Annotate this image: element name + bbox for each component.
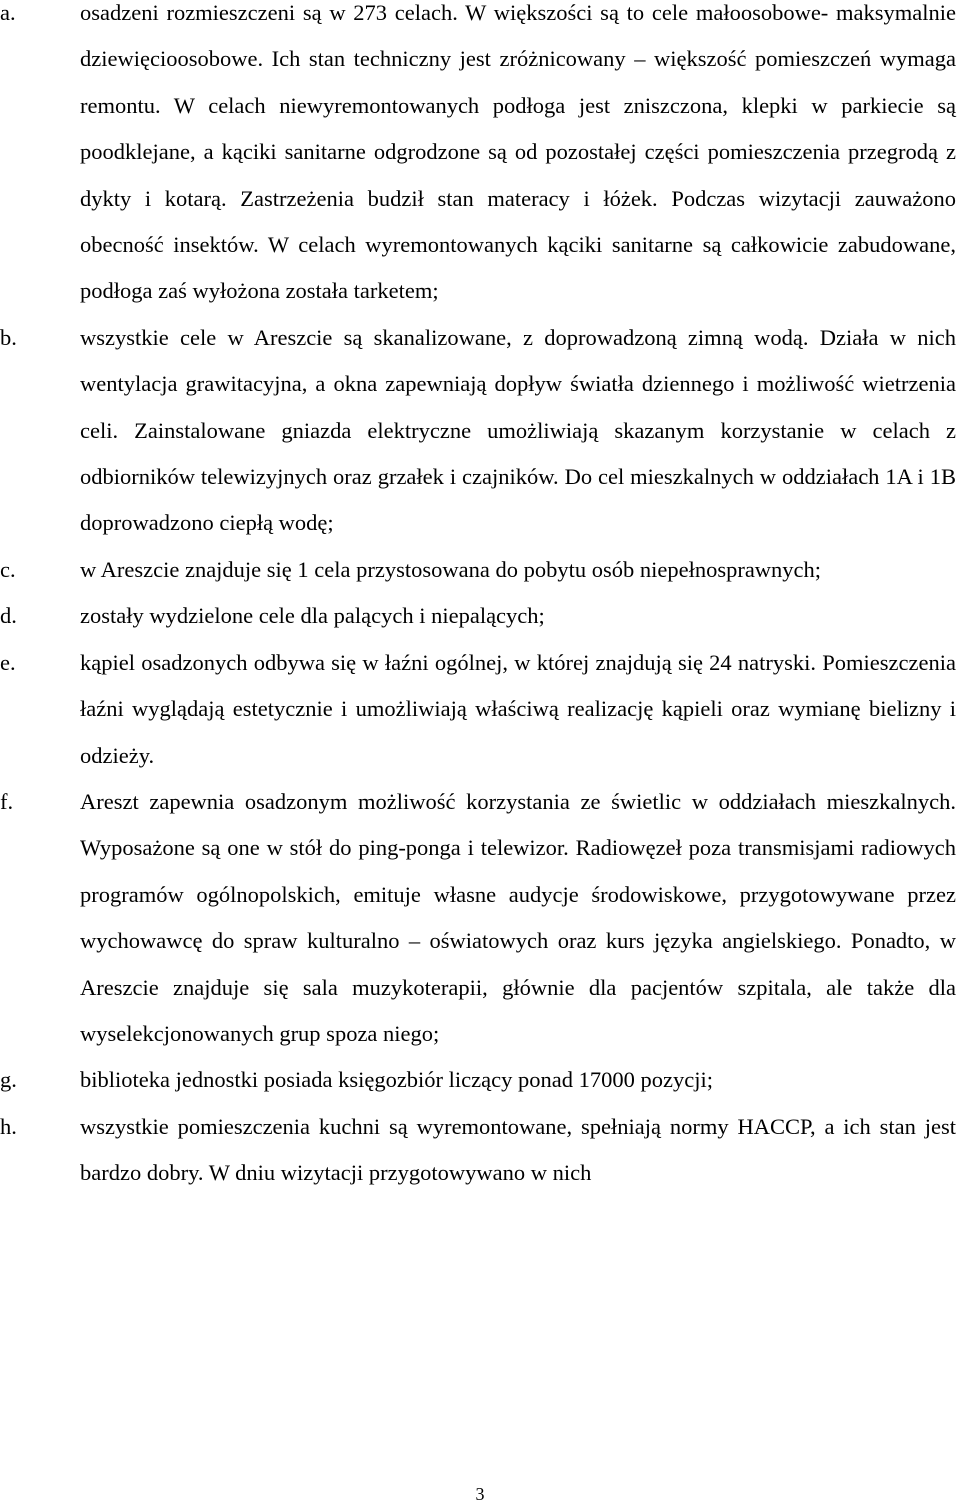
list-item-text: wszystkie pomieszczenia kuchni są wyremontowane, spełniają normy HACCP, a ich stan jest bardzo dobry. W dniu wizytacji przygotowywano w nich	[80, 1113, 956, 1186]
list-marker: a.	[0, 0, 16, 25]
page-number: 3	[475, 1484, 485, 1504]
list-marker: d.	[0, 603, 17, 629]
list-item-f	[0, 779, 960, 1057]
list-item-text: w Areszcie znajduje się 1 cela przystosowana do pobytu osób niepełnosprawnych;	[80, 556, 822, 582]
list-item-c	[0, 547, 960, 593]
list-item-d	[0, 593, 960, 639]
list-item-text: kąpiel osadzonych odbywa się w łaźni ogólnej, w której znajdują się 24 natryski. Pomieszczenia łaźni wyglądają estetycznie i umożliwiają właściwą realizację kąpieli oraz wymianę bielizny i odzieży.	[80, 649, 956, 768]
list-item-g	[0, 1057, 960, 1103]
list-marker: b.	[0, 324, 17, 350]
list-item-text: Areszt zapewnia osadzonym możliwość korzystania ze świetlic w oddziałach mieszkalnych. Wyposażone są one w stół do ping-ponga i telewizor. Radiowęzeł poza transmisjami radiowych programów ogólnopolskich, emituje własne audycje środowiskowe, przygotowywane przez wychowawcę do spraw kulturalno – oświatowych oraz kurs języka angielskiego. Ponadto, w Areszcie znajduje się sala muzykoterapii, głównie dla pacjentów szpitala, ale także dla wyselekcjonowanych grup spoza niego;	[80, 788, 956, 1046]
list-marker: c.	[0, 556, 16, 582]
list-marker: h.	[0, 1113, 17, 1139]
list-marker: e.	[0, 649, 16, 675]
list-item-text: zostały wydzielone cele dla palących i niepalących;	[80, 603, 545, 629]
list-item-text: osadzeni rozmieszczeni są w 273 celach. W większości są to cele małoosobowe- maksymalnie dziewięcioosobowe. Ich stan techniczny jest zróżnicowany – większość pomieszczeń wymaga remontu. W celach niewyremontowanych podłoga jest zniszczona, klepki w parkiecie są poodklejane, a kąciki sanitarne odgrodzone są od pozostałej części pomieszczenia przegrodą z dykty i kotarą. Zastrzeżenia budził stan materacy i łóżek. Podczas wizytacji zauważono obecność insektów. W celach wyremontowanych kąciki sanitarne są całkowicie zabudowane, podłoga zaś wyłożona została tarketem;	[80, 0, 956, 304]
list-item-h	[0, 1104, 960, 1197]
list-item-b	[0, 315, 960, 547]
list-item-text: wszystkie cele w Areszcie są skanalizowane, z doprowadzoną zimną wodą. Działa w nich wentylacja grawitacyjna, a okna zapewniają dopływ światła dziennego i możliwość wietrzenia celi. Zainstalowane gniazda elektryczne umożliwiają skazanym korzystanie w celach z odbiorników telewizyjnych oraz grzałek i czajników. Do cel mieszkalnych w oddziałach 1A i 1B doprowadzono ciepłą wodę;	[80, 324, 956, 536]
list-item-text: biblioteka jednostki posiada księgozbiór liczący ponad 17000 pozycji;	[80, 1067, 713, 1093]
list-item-e	[0, 640, 960, 779]
list-marker: f.	[0, 788, 14, 814]
list-item-a	[0, 0, 960, 315]
list-marker: g.	[0, 1067, 17, 1093]
